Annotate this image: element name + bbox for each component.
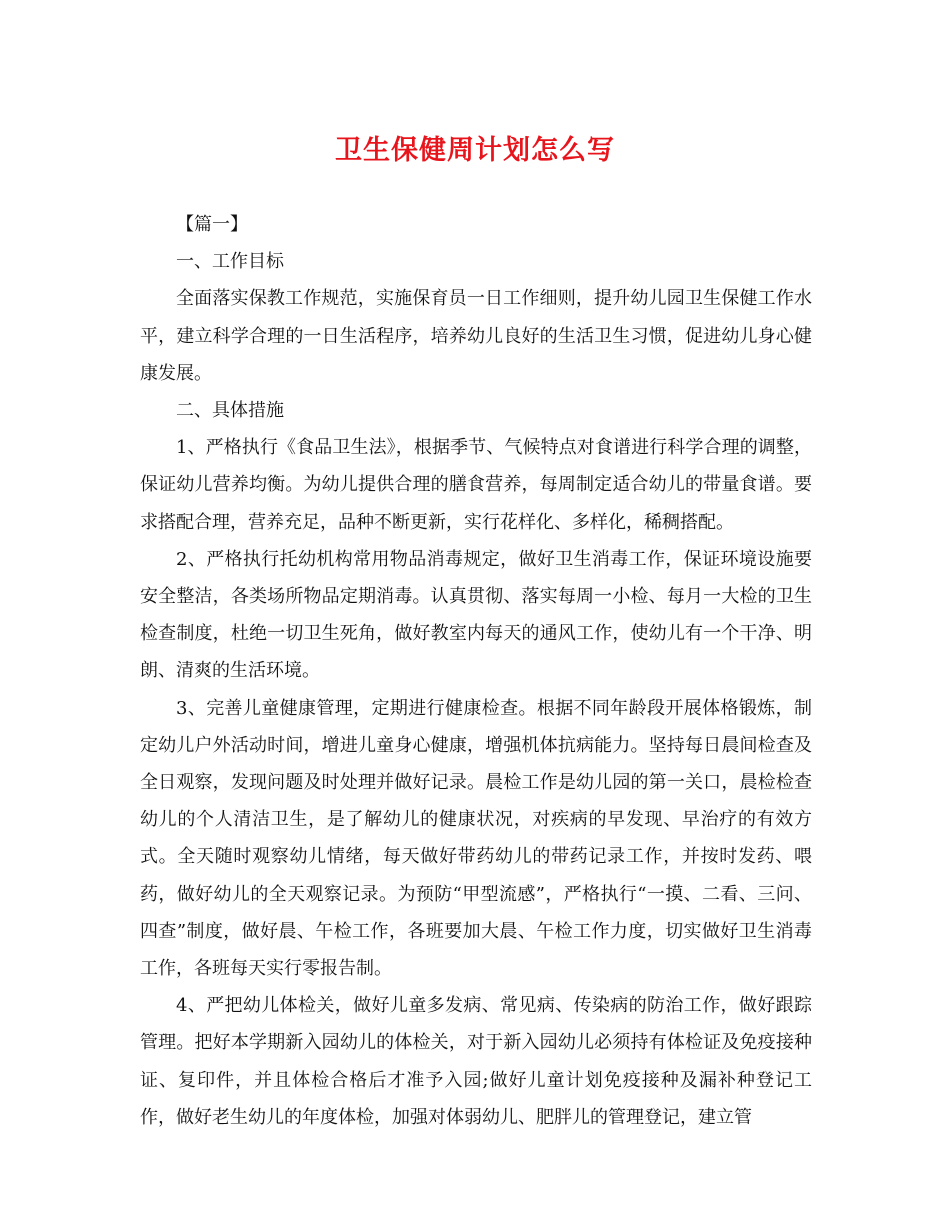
- document-body: [140, 206, 812, 1136]
- paragraph-work-goal: 全面落实保教工作规范，实施保育员一日工作细则，提升幼儿园卫生保健工作水平，建立科学合理的一日生活程序，培养幼儿良好的生活卫生习惯，促进幼儿身心健康发展。: [140, 288, 812, 384]
- paragraph-measure-3: 3、完善儿童健康管理，定期进行健康检查。根据不同年龄段开展体格锻炼，制定幼儿户外活动时间，增进儿童身心健康，增强机体抗病能力。坚持每日晨间检查及全日观察，发现问题及时处理并做好记录。晨检工作是幼儿园的第一关口，晨检检查幼儿的个人清洁卫生，是了解幼儿的健康状况，对疾病的早发现、早治疗的有效方式。全天随时观察幼儿情绪，每天做好带药幼儿的带药记录工作，并按时发药、喂药，做好幼儿的全天观察记录。为预防“甲型流感”，严格执行“一摸、二看、三问、四查”制度，做好晨、午检工作，各班要加大晨、午检工作力度，切实做好卫生消毒工作，各班每天实行零报告制。: [140, 697, 812, 980]
- document-title: 卫生保健周计划怎么写: [335, 135, 615, 166]
- paragraph-measure-1: 1、严格执行《食品卫生法》，根据季节、气候特点对食谱进行科学合理的调整，保证幼儿营养均衡。为幼儿提供合理的膳食营养，每周制定适合幼儿的带量食谱。要求搭配合理，营养充足，品种不断更新，实行花样化、多样化，稀稠搭配。: [140, 437, 812, 533]
- paragraph-measure-2: 2、严格执行托幼机构常用物品消毒规定，做好卫生消毒工作，保证环境设施要安全整洁，各类场所物品定期消毒。认真贯彻、落实每周一小检、每月一大检的卫生检查制度，杜绝一切卫生死角，做好教室内每天的通风工作，使幼儿有一个干净、明朗、清爽的生活环境。: [140, 548, 812, 682]
- section-label: 【篇一】: [176, 214, 248, 235]
- paragraph-measure-4: 4、严把幼儿体检关，做好儿童多发病、常见病、传染病的防治工作，做好跟踪管理。把好本学期新入园幼儿的体检关，对于新入园幼儿必须持有体检证及免疫接种证、复印件，并且体检合格后才准予入园;做好儿童计划免疫接种及漏补种登记工作，做好老生幼儿的年度体检，加强对体弱幼儿、肥胖儿的管理登记，建立管: [140, 995, 812, 1128]
- heading-specific-measures: 二、具体措施: [176, 400, 284, 422]
- heading-work-goal: 一、工作目标: [176, 251, 284, 273]
